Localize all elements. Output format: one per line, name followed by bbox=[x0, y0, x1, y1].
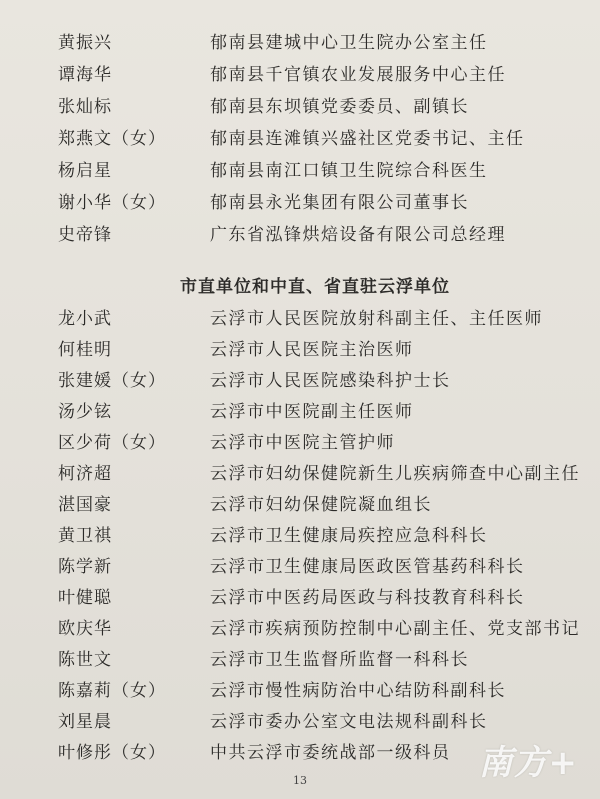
list-item bbox=[0, 490, 600, 520]
person-name: 叶修彤（女） bbox=[58, 743, 166, 763]
person-name: 郑燕文（女） bbox=[58, 129, 166, 149]
person-name: 龙小武 bbox=[58, 309, 112, 329]
list-item bbox=[0, 188, 600, 218]
person-title: 郁南县南江口镇卫生院综合科医生 bbox=[210, 161, 488, 181]
person-title: 云浮市妇幼保健院凝血组长 bbox=[210, 495, 432, 515]
person-name: 谢小华（女） bbox=[58, 193, 166, 213]
person-name: 柯济超 bbox=[58, 464, 112, 484]
list-item bbox=[0, 60, 600, 90]
person-title: 郁南县连滩镇兴盛社区党委书记、主任 bbox=[210, 129, 525, 149]
list-item bbox=[0, 614, 600, 644]
list-item bbox=[0, 676, 600, 706]
person-name: 谭海华 bbox=[58, 65, 112, 85]
person-title: 郁南县东坝镇党委委员、副镇长 bbox=[210, 97, 469, 117]
person-title: 云浮市中医药局医政与科技教育科科长 bbox=[210, 588, 525, 608]
person-title: 云浮市人民医院放射科副主任、主任医师 bbox=[210, 309, 543, 329]
list-item bbox=[0, 304, 600, 334]
list-item bbox=[0, 645, 600, 675]
person-title: 云浮市卫生健康局疾控应急科科长 bbox=[210, 526, 488, 546]
page-number: 13 bbox=[293, 774, 307, 787]
person-name: 陈世文 bbox=[58, 650, 112, 670]
person-title: 云浮市疾病预防控制中心副主任、党支部书记 bbox=[210, 619, 580, 639]
person-title: 中共云浮市委统战部一级科员 bbox=[210, 743, 451, 763]
person-name: 杨启星 bbox=[58, 161, 112, 181]
person-title: 云浮市委办公室文电法规科副科长 bbox=[210, 712, 488, 732]
person-title: 云浮市慢性病防治中心结防科副科长 bbox=[210, 681, 506, 701]
list-item bbox=[0, 521, 600, 551]
person-name: 张建媛（女） bbox=[58, 371, 166, 391]
person-name: 张灿标 bbox=[58, 97, 112, 117]
list-item bbox=[0, 707, 600, 737]
person-name: 史帝锋 bbox=[58, 225, 112, 245]
list-item bbox=[0, 459, 600, 489]
list-item bbox=[0, 220, 600, 250]
person-title: 郁南县千官镇农业发展服务中心主任 bbox=[210, 65, 506, 85]
person-name: 陈学新 bbox=[58, 557, 112, 577]
person-name: 汤少铉 bbox=[58, 402, 112, 422]
person-name: 黄卫祺 bbox=[58, 526, 112, 546]
list-item bbox=[0, 366, 600, 396]
person-name: 刘星晨 bbox=[58, 712, 112, 732]
person-name: 湛国豪 bbox=[58, 495, 112, 515]
person-title: 郁南县建城中心卫生院办公室主任 bbox=[210, 33, 488, 53]
person-title: 云浮市中医院主管护师 bbox=[210, 433, 395, 453]
person-name: 区少荷（女） bbox=[58, 433, 166, 453]
list-item bbox=[0, 428, 600, 458]
person-title: 云浮市妇幼保健院新生儿疾病筛查中心副主任 bbox=[210, 464, 580, 484]
person-name: 陈嘉莉（女） bbox=[58, 681, 166, 701]
person-name: 黄振兴 bbox=[58, 33, 112, 53]
list-item bbox=[0, 156, 600, 186]
person-title: 云浮市卫生健康局医政医管基药科科长 bbox=[210, 557, 525, 577]
section-heading: 市直单位和中直、省直驻云浮单位 bbox=[180, 277, 450, 297]
person-title: 郁南县永光集团有限公司董事长 bbox=[210, 193, 469, 213]
person-title: 云浮市中医院副主任医师 bbox=[210, 402, 414, 422]
person-title: 广东省泓锋烘焙设备有限公司总经理 bbox=[210, 225, 506, 245]
person-name: 何桂明 bbox=[58, 340, 112, 360]
list-item bbox=[0, 552, 600, 582]
person-name: 欧庆华 bbox=[58, 619, 112, 639]
person-title: 云浮市卫生监督所监督一科科长 bbox=[210, 650, 469, 670]
list-item bbox=[0, 28, 600, 58]
list-item bbox=[0, 397, 600, 427]
person-title: 云浮市人民医院主治医师 bbox=[210, 340, 414, 360]
person-title: 云浮市人民医院感染科护士长 bbox=[210, 371, 451, 391]
list-item bbox=[0, 583, 600, 613]
watermark-logo: 南方+ bbox=[478, 743, 578, 783]
person-name: 叶健聪 bbox=[58, 588, 112, 608]
list-item bbox=[0, 124, 600, 154]
list-item bbox=[0, 92, 600, 122]
list-item bbox=[0, 335, 600, 365]
